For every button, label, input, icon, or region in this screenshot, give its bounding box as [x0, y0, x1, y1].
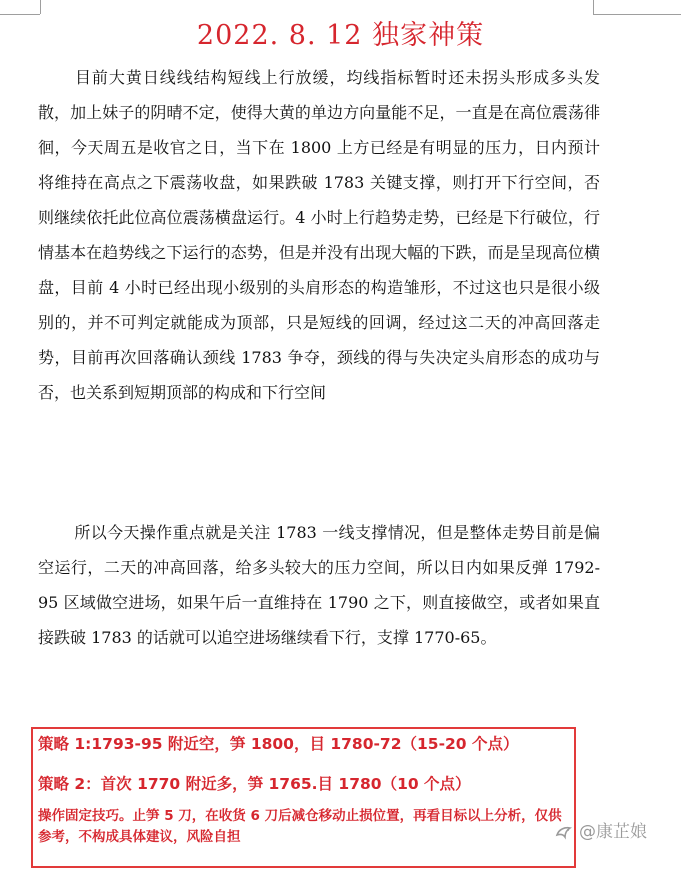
strategy-2: 策略 2：首次 1770 附近多，笋 1765.目 1780（10 个点） [38, 775, 471, 793]
strategy-1: 策略 1:1793-95 附近空，笋 1800，目 1780-72（15-20 个点） [38, 735, 519, 753]
crop-mark-top-right [593, 0, 594, 14]
watermark-text: @康芷娘 [579, 822, 647, 842]
operation-paragraph [38, 515, 600, 655]
crop-mark-top-right-horizontal [593, 14, 681, 15]
crop-mark-top-left-horizontal [0, 14, 40, 15]
strategy-note: 操作固定技巧。止笋 5 刀，在收货 6 刀后减仓移动止损位置，再看目标以上分析，仅供参考，不构成具体建议，风险自担 [38, 808, 562, 845]
analysis-paragraph [38, 60, 600, 410]
analysis-paragraph-text: 目前大黄日线线结构短线上行放缓，均线指标暂时还未拐头形成多头发散，加上妹子的阴晴不定，使得大黄的单边方向量能不足，一直是在高位震荡徘徊，今天周五是收官之日，当下在 1800 上方已经是有明显的压力，日内预计将维持在高点之下震荡收盘，如果跌破 1783 关键支撑，则打开下行空间，否则继续依托此位高位震荡横盘运行。4 小时上行趋势走势，已经是下行破位，行情基本在趋势线之下运行的态势，但是并没有出现大幅的下跌，而是呈现高位横盘，目前 4 小时已经出现小级别的头肩形态的构造雏形，不过这也只是很小级别的，并不可判定就能成为顶部，只是短线的回调，经过这二天的冲高回落走势，目前再次回落确认颈线 1783 争夺，颈线的得与失决定头肩形态的成功与否，也关系到短期顶部的构成和下行空间 [38, 68, 600, 402]
document-title: 2022. 8. 12 独家神策 [196, 20, 485, 51]
watermark [553, 820, 647, 844]
operation-paragraph-text: 所以今天操作重点就是关注 1783 一线支撑情况，但是整体走势目前是偏空运行，二天的冲高回落，给多头较大的压力空间，所以日内如果反弹 1792-95 区域做空进场，如果午后一直维持在 1790 之下，则直接做空，或者如果直接跌破 1783 的话就可以追空进场继续看下行，支撑 1770-65。 [38, 523, 600, 647]
bird-logo-icon [553, 821, 575, 843]
crop-mark-top-left [0, 0, 41, 14]
